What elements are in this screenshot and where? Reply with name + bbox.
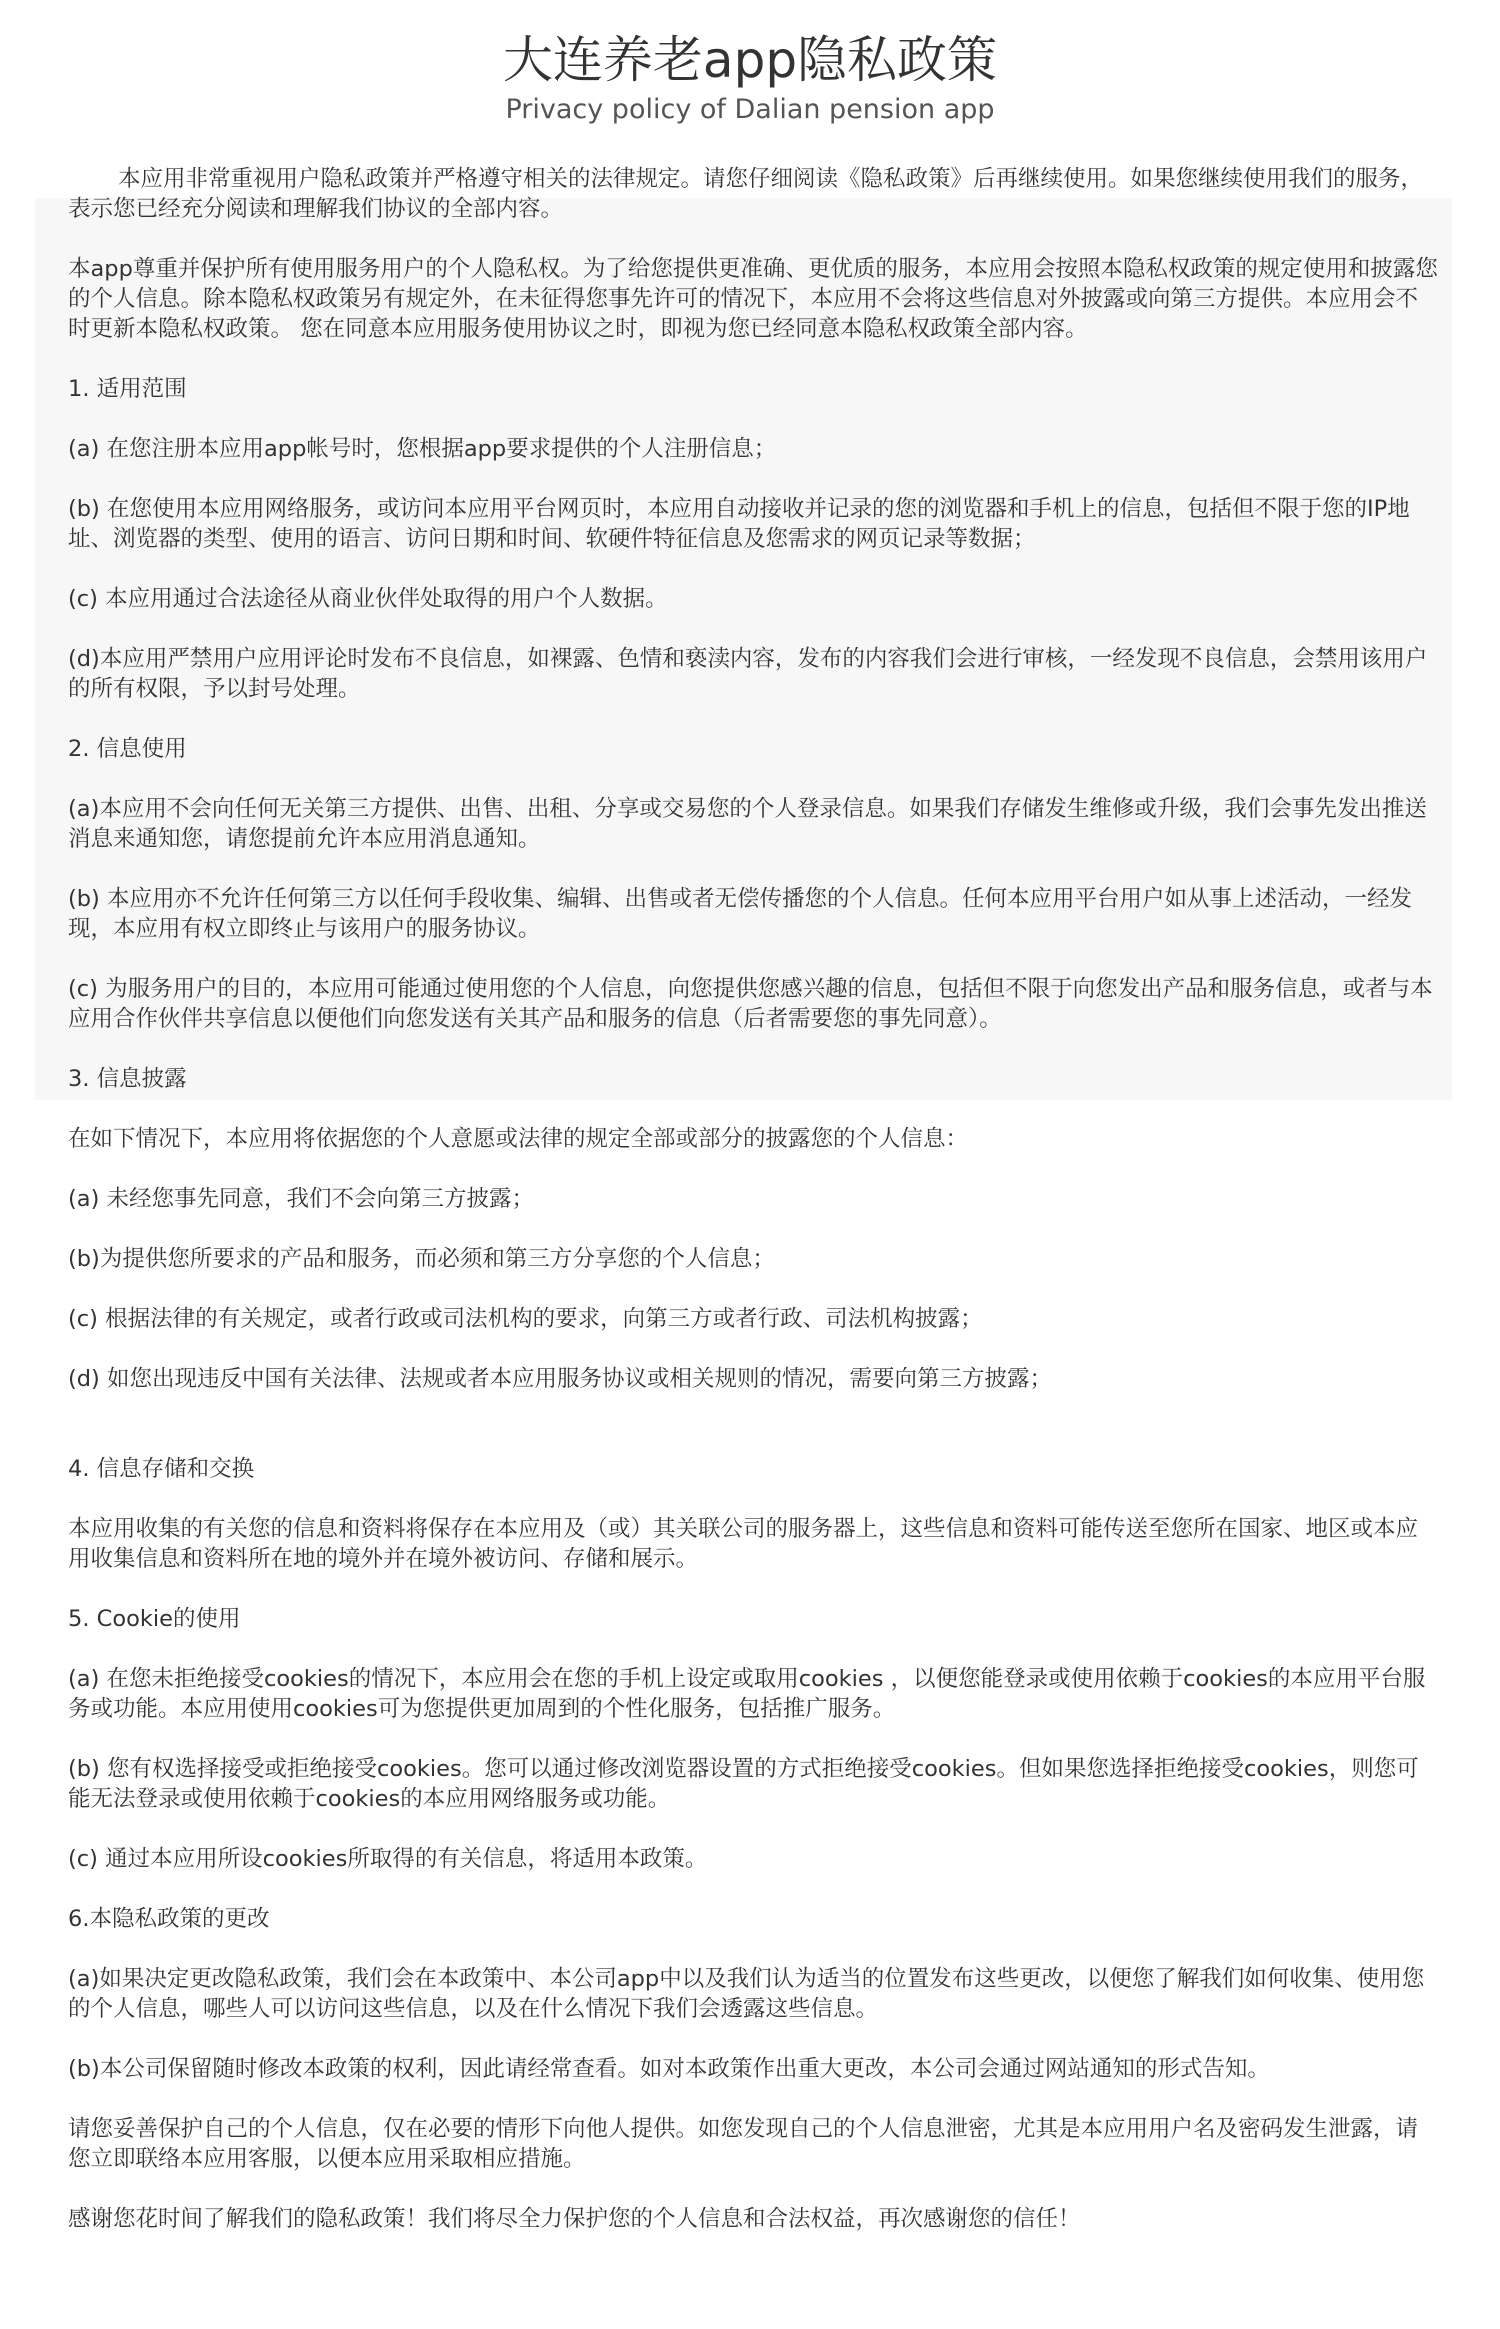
disclosure-item-a: (a) 未经您事先同意，我们不会向第三方披露； (68, 1186, 534, 1212)
cookies-item-c: (c) 通过本应用所设cookies所取得的有关信息，将适用本政策。 (68, 1846, 708, 1872)
changes-item-b: (b)本公司保留随时修改本政策的权利，因此请经常查看。如对本政策作出重大更改，本公司会通过网站通知的形式告知。 (68, 2056, 1270, 2082)
usage-item-b: (b) 本应用亦不允许任何第三方以任何手段收集、编辑、出售或者无偿传播您的个人信息。任何本应用平台用户如从事上述活动，一经发现，本应用有权立即终止与该用户的服务协议。 (68, 886, 1412, 942)
section-heading-changes: 6.本隐私政策的更改 (68, 1906, 270, 1932)
storage-paragraph: 本应用收集的有关您的信息和资料将保存在本应用及（或）其关联公司的服务器上，这些信息和资料可能传送至您所在国家、地区或本应用收集信息和资料所在地的境外并在境外被访问、存储和展示。 (68, 1516, 1419, 1572)
disclosure-item-d: (d) 如您出现违反中国有关法律、法规或者本应用服务协议或相关规则的情况，需要向第三方披露； (68, 1366, 1052, 1392)
section-heading-scope: 1. 适用范围 (68, 376, 187, 402)
changes-item-a: (a)如果决定更改隐私政策，我们会在本政策中、本公司app中以及我们认为适当的位置发布这些更改，以便您了解我们如何收集、使用您的个人信息，哪些人可以访问这些信息，以及在什么情况下我们会透露这些信息。 (68, 1966, 1425, 2022)
section-heading-storage: 4. 信息存储和交换 (68, 1456, 255, 1482)
section-spacer (68, 1424, 1440, 1454)
section-heading-usage: 2. 信息使用 (68, 736, 187, 762)
disclosure-item-b: (b)为提供您所要求的产品和服务，而必须和第三方分享您的个人信息； (68, 1246, 775, 1272)
section-heading-cookies: 5. Cookie的使用 (68, 1606, 241, 1632)
disclosure-item-c: (c) 根据法律的有关规定，或者行政或司法机构的要求，向第三方或者行政、司法机构披露； (68, 1306, 983, 1332)
section-heading-disclosure: 3. 信息披露 (68, 1066, 187, 1092)
disclosure-intro: 在如下情况下，本应用将依据您的个人意愿或法律的规定全部或部分的披露您的个人信息： (68, 1126, 969, 1152)
privacy-statement-paragraph: 本app尊重并保护所有使用服务用户的个人隐私权。为了给您提供更准确、更优质的服务，本应用会按照本隐私权政策的规定使用和披露您的个人信息。除本隐私权政策另有规定外，在未征得您事先许可的情况下，本应用不会将这些信息对外披露或向第三方提供。本应用会不时更新本隐私权政策。 您在同意本应用服务使用协议之时，即视为您已经同意本隐私权政策全部内容。 (68, 256, 1438, 342)
cookies-item-b: (b) 您有权选择接受或拒绝接受cookies。您可以通过修改浏览器设置的方式拒绝接受cookies。但如果您选择拒绝接受cookies，则您可能无法登录或使用依赖于cookies的本应用网络服务或功能。 (68, 1756, 1419, 1812)
page-title: 大连养老app隐私政策 (502, 31, 998, 89)
cookies-item-a: (a) 在您未拒绝接受cookies的情况下，本应用会在您的手机上设定或取用cookies ，以便您能登录或使用依赖于cookies的本应用平台服务或功能。本应用使用cookies可为您提供更加周到的个性化服务，包括推广服务。 (68, 1666, 1426, 1722)
usage-item-c: (c) 为服务用户的目的，本应用可能通过使用您的个人信息，向您提供您感兴趣的信息，包括但不限于向您发出产品和服务信息，或者与本应用合作伙伴共享信息以便他们向您发送有关其产品和服务的信息（后者需要您的事先同意）。 (68, 976, 1433, 1032)
closing-thanks-paragraph: 感谢您花时间了解我们的隐私政策！我们将尽全力保护您的个人信息和合法权益，再次感谢您的信任！ (68, 2206, 1081, 2232)
usage-item-a: (a)本应用不会向任何无关第三方提供、出售、出租、分享或交易您的个人登录信息。如果我们存储发生维修或升级，我们会事先发出推送消息来通知您，请您提前允许本应用消息通知。 (68, 796, 1427, 852)
page-subtitle: Privacy policy of Dalian pension app (505, 94, 995, 125)
scope-item-b: (b) 在您使用本应用网络服务，或访问本应用平台网页时，本应用自动接收并记录的您的浏览器和手机上的信息，包括但不限于您的IP地址、浏览器的类型、使用的语言、访问日期和时间、软硬件特征信息及您需求的网页记录等数据； (68, 496, 1410, 552)
policy-content (68, 164, 1440, 2234)
scope-item-d: (d)本应用严禁用户应用评论时发布不良信息，如裸露、色情和亵渎内容，发布的内容我们会进行审核，一经发现不良信息，会禁用该用户的所有权限，予以封号处理。 (68, 646, 1428, 702)
scope-item-c: (c) 本应用通过合法途径从商业伙伴处取得的用户个人数据。 (68, 586, 668, 612)
scope-item-a: (a) 在您注册本应用app帐号时，您根据app要求提供的个人注册信息； (68, 436, 777, 462)
protection-advice-paragraph: 请您妥善保护自己的个人信息，仅在必要的情形下向他人提供。如您发现自己的个人信息泄密，尤其是本应用用户名及密码发生泄露，请您立即联络本应用客服，以便本应用采取相应措施。 (68, 2116, 1419, 2172)
intro-paragraph: 本应用非常重视用户隐私政策并严格遵守相关的法律规定。请您仔细阅读《隐私政策》后再继续使用。如果您继续使用我们的服务，表示您已经充分阅读和理解我们协议的全部内容。 (68, 166, 1424, 222)
